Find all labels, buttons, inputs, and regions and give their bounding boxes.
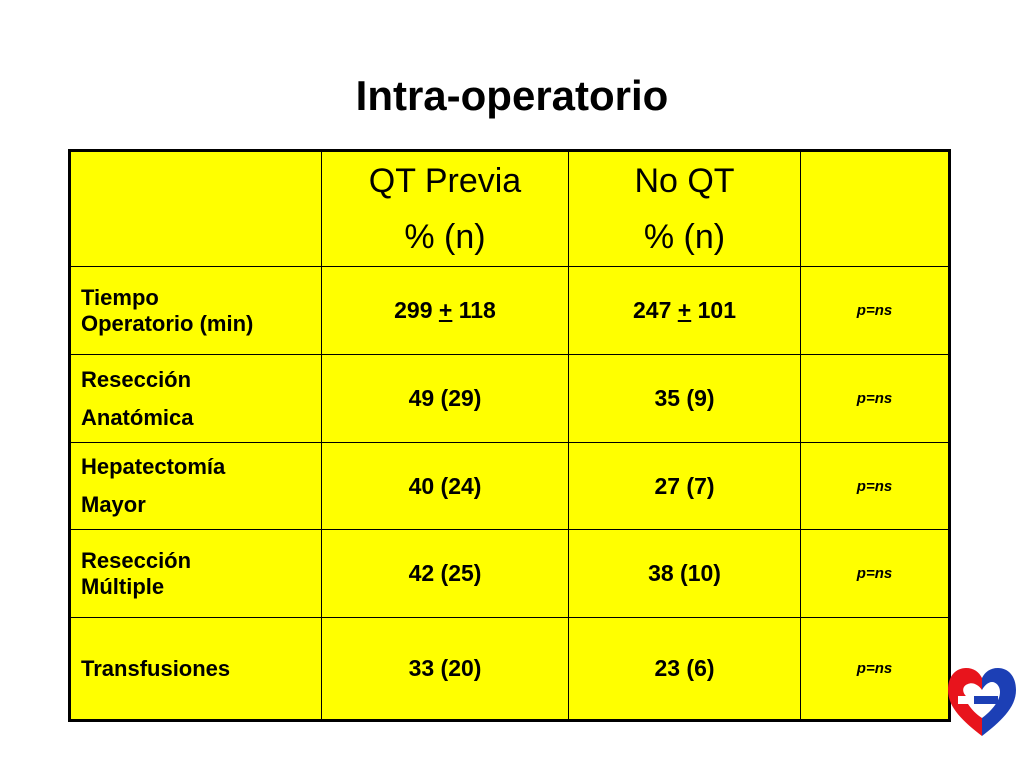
row-label-line1: Resección [81, 366, 192, 392]
table-row-hepatectomia-mayor [70, 443, 950, 530]
qt-previa-value [322, 267, 569, 355]
header-no-qt-unit: % (n) [643, 218, 726, 256]
no-qt-value: 23 (6) [569, 618, 801, 721]
header-no-qt-title: No QT [634, 162, 735, 200]
qt-previa-value: 33 (20) [322, 618, 569, 721]
row-label [70, 618, 322, 721]
table-row-reseccion-anatomica [70, 355, 950, 443]
header-qt-previa-unit: % (n) [404, 218, 486, 256]
plus-minus-sign: + [677, 297, 692, 323]
mean-value: 299 [394, 297, 433, 323]
mean-value: 247 [633, 297, 672, 323]
row-label [70, 267, 322, 355]
row-label [70, 443, 322, 530]
row-label-line1: Tiempo [81, 284, 159, 310]
p-value: p=ns [801, 443, 950, 530]
row-label-line2: Anatómica [81, 404, 194, 430]
no-qt-value [569, 267, 801, 355]
row-label-line2: Múltiple [81, 573, 165, 599]
slide-title: Intra-operatorio [355, 72, 669, 119]
plus-minus-sign: + [438, 297, 453, 323]
row-label-line1: Transfusiones [81, 655, 231, 681]
p-value: p=ns [801, 355, 950, 443]
heart-logo-icon [944, 662, 1020, 740]
row-label-line2: Mayor [81, 492, 146, 517]
qt-previa-value: 42 (25) [322, 530, 569, 618]
table-row-tiempo-operatorio [70, 267, 950, 355]
p-value: p=ns [801, 267, 950, 355]
results-table [68, 149, 951, 722]
no-qt-value: 35 (9) [569, 355, 801, 443]
p-value: p=ns [801, 530, 950, 618]
logo-crossbar [974, 696, 998, 704]
p-value: p=ns [801, 618, 950, 721]
sd-value: 118 [458, 297, 496, 323]
row-label-line1: Hepatectomía [81, 454, 226, 479]
header-qt-previa [322, 151, 569, 267]
header-empty-label-cell [70, 151, 322, 267]
row-label-line1: Resección [81, 547, 192, 573]
no-qt-value: 27 (7) [569, 443, 801, 530]
row-label [70, 530, 322, 618]
qt-previa-value: 40 (24) [322, 443, 569, 530]
qt-previa-value: 49 (29) [322, 355, 569, 443]
table-header-row [70, 151, 950, 267]
header-no-qt [569, 151, 801, 267]
sd-value: 101 [697, 297, 736, 323]
table-row-transfusiones [70, 618, 950, 721]
header-qt-previa-title: QT Previa [368, 162, 522, 200]
row-label-line2: Operatorio (min) [81, 310, 254, 336]
row-label [70, 355, 322, 443]
no-qt-value: 38 (10) [569, 530, 801, 618]
table-row-reseccion-multiple [70, 530, 950, 618]
header-empty-p-cell [801, 151, 950, 267]
